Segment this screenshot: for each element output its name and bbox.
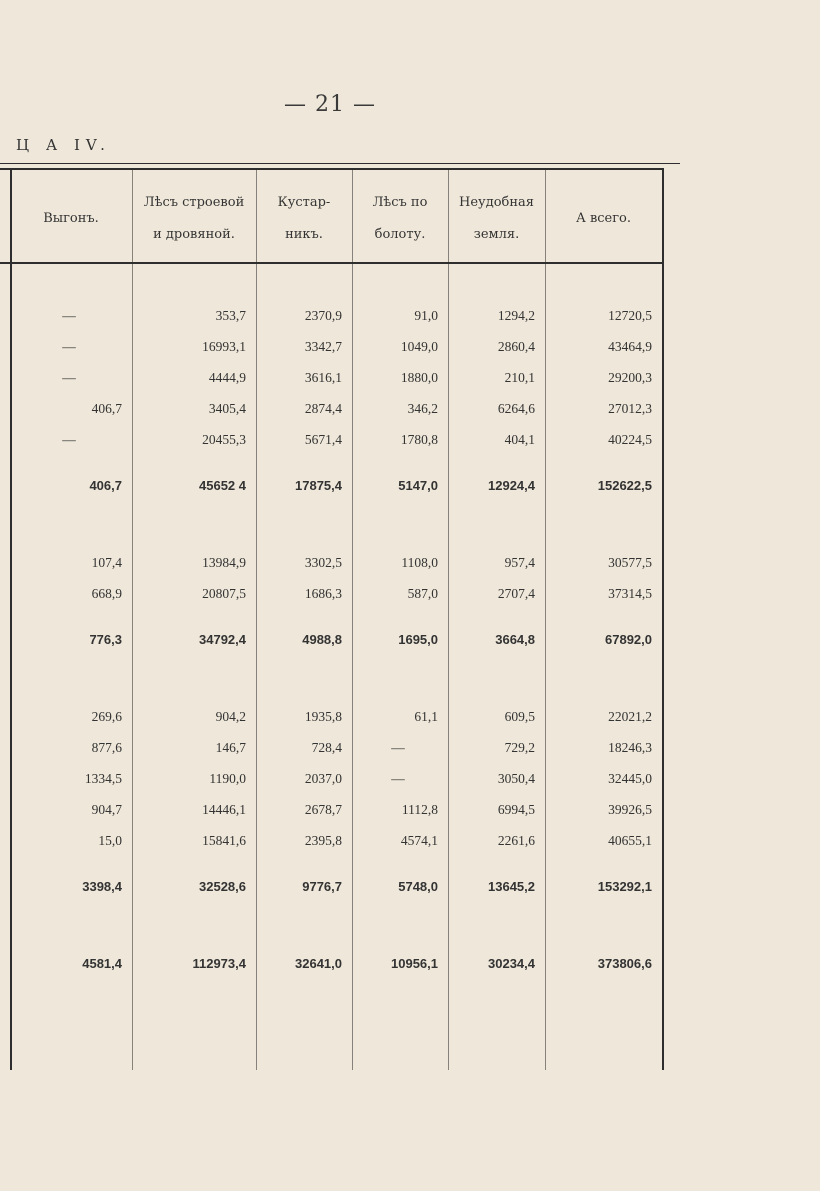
table-cell: 3405,4 bbox=[208, 401, 246, 416]
table-cell: 3342,7 bbox=[304, 339, 342, 354]
table-cell: 3302,5 bbox=[304, 555, 342, 570]
total-cell: 152622,5 bbox=[597, 478, 652, 493]
table-cell: 13984,9 bbox=[202, 555, 246, 570]
table-cell: 877,6 bbox=[91, 740, 122, 755]
table-cell: 18246,3 bbox=[608, 740, 652, 755]
table-cell: 6994,5 bbox=[497, 802, 535, 817]
total-cell: 12924,4 bbox=[488, 478, 535, 493]
table-cell: 587,0 bbox=[407, 586, 438, 601]
total-cell: 373806,6 bbox=[597, 956, 652, 971]
table-cell: 609,5 bbox=[504, 709, 535, 724]
table-cell: 1190,0 bbox=[209, 771, 246, 786]
column-header-line: Кустар- bbox=[277, 195, 331, 210]
table-cell: 40224,5 bbox=[608, 432, 652, 447]
table-cell: — bbox=[391, 771, 405, 786]
table-rule bbox=[0, 163, 680, 164]
table-cell: 30577,5 bbox=[608, 555, 652, 570]
total-cell: 32528,6 bbox=[199, 879, 246, 894]
table-cell: 107,4 bbox=[91, 555, 122, 570]
table-cell: 2678,7 bbox=[304, 802, 342, 817]
total-cell: 5748,0 bbox=[398, 879, 438, 894]
table-cell: 2707,4 bbox=[497, 586, 535, 601]
table-cell: 39926,5 bbox=[608, 802, 652, 817]
table-cell: 6264,6 bbox=[497, 401, 535, 416]
table-cell: — bbox=[62, 308, 76, 323]
table-cell: 15841,6 bbox=[202, 833, 246, 848]
table-cell: 1880,0 bbox=[400, 370, 438, 385]
table-cell: 668,9 bbox=[91, 586, 122, 601]
total-cell: 45652 4 bbox=[199, 478, 246, 493]
total-cell: 112973,4 bbox=[192, 956, 246, 971]
column-header bbox=[352, 176, 448, 262]
table-cell: 43464,9 bbox=[608, 339, 652, 354]
page-number: — 21 — bbox=[284, 92, 376, 117]
table-cell: 29200,3 bbox=[608, 370, 652, 385]
table-cell: 3050,4 bbox=[497, 771, 535, 786]
table-cell: 2037,0 bbox=[304, 771, 342, 786]
table-cell: 1935,8 bbox=[304, 709, 342, 724]
table-cell: 729,2 bbox=[504, 740, 535, 755]
table-cell: 1334,5 bbox=[84, 771, 122, 786]
table-cell: 20455,3 bbox=[202, 432, 246, 447]
column-header-line: Неудобная bbox=[459, 195, 534, 210]
table-cell: 904,7 bbox=[91, 802, 122, 817]
table-cell: 37314,5 bbox=[608, 586, 652, 601]
table-cell: 20807,5 bbox=[202, 586, 246, 601]
table-rule bbox=[0, 168, 662, 170]
table-cell: 404,1 bbox=[504, 432, 535, 447]
table-rule bbox=[256, 168, 257, 1070]
total-cell: 4581,4 bbox=[82, 956, 122, 971]
total-cell: 3398,4 bbox=[82, 879, 122, 894]
table-cell: 40655,1 bbox=[608, 833, 652, 848]
table-cell: 210,1 bbox=[504, 370, 535, 385]
column-header bbox=[545, 176, 662, 262]
table-rule bbox=[545, 168, 546, 1070]
table-cell: 61,1 bbox=[414, 709, 438, 724]
table-rule bbox=[662, 168, 664, 1070]
table-cell: 728,4 bbox=[311, 740, 342, 755]
table-cell: 27012,3 bbox=[608, 401, 652, 416]
table-cell: 1780,8 bbox=[400, 432, 438, 447]
table-cell: 346,2 bbox=[407, 401, 438, 416]
column-header bbox=[10, 176, 132, 262]
total-cell: 13645,2 bbox=[488, 879, 535, 894]
total-cell: 34792,4 bbox=[199, 632, 246, 647]
column-header bbox=[132, 176, 256, 262]
table-cell: 2395,8 bbox=[304, 833, 342, 848]
table-cell: 15,0 bbox=[98, 833, 122, 848]
column-header-line: болоту. bbox=[374, 227, 426, 242]
column-header-line: земля. bbox=[473, 227, 520, 242]
table-cell: 16993,1 bbox=[202, 339, 246, 354]
table-rule bbox=[10, 168, 12, 1070]
table-cell: 2874,4 bbox=[304, 401, 342, 416]
table-cell: 1112,8 bbox=[401, 802, 438, 817]
table-cell: — bbox=[62, 339, 76, 354]
total-cell: 32641,0 bbox=[295, 956, 342, 971]
total-cell: 3664,8 bbox=[495, 632, 535, 647]
column-header-line: Лѣсъ по bbox=[372, 195, 428, 210]
column-header-line: А всего. bbox=[575, 211, 632, 226]
table-cell: 91,0 bbox=[414, 308, 438, 323]
table-rule bbox=[352, 168, 353, 1070]
table-cell: 2261,6 bbox=[497, 833, 535, 848]
column-header-line: Лѣсъ строевой bbox=[143, 195, 245, 210]
table-cell: 32445,0 bbox=[608, 771, 652, 786]
table-cell: 269,6 bbox=[91, 709, 122, 724]
total-cell: 17875,4 bbox=[295, 478, 342, 493]
total-cell: 9776,7 bbox=[302, 879, 342, 894]
table-cell: 1108,0 bbox=[401, 555, 438, 570]
total-cell: 1695,0 bbox=[398, 632, 438, 647]
table-rule bbox=[448, 168, 449, 1070]
table-cell: — bbox=[391, 740, 405, 755]
table-cell: 406,7 bbox=[91, 401, 122, 416]
total-cell: 153292,1 bbox=[597, 879, 652, 894]
table-cell: 4574,1 bbox=[400, 833, 438, 848]
table-cell: 2860,4 bbox=[497, 339, 535, 354]
table-cell: 14446,1 bbox=[202, 802, 246, 817]
column-header-line: Выгонъ. bbox=[43, 211, 99, 226]
total-cell: 406,7 bbox=[89, 478, 122, 493]
table-caption: Ц А IV. bbox=[16, 136, 111, 154]
total-cell: 5147,0 bbox=[398, 478, 438, 493]
table-rule bbox=[0, 262, 662, 264]
total-cell: 67892,0 bbox=[605, 632, 652, 647]
table-cell: 12720,5 bbox=[608, 308, 652, 323]
column-header bbox=[448, 176, 545, 262]
table-cell: 2370,9 bbox=[304, 308, 342, 323]
table-cell: 1049,0 bbox=[400, 339, 438, 354]
table-cell: 5671,4 bbox=[304, 432, 342, 447]
table-rule bbox=[132, 168, 133, 1070]
table-cell: 4444,9 bbox=[208, 370, 246, 385]
column-header-line: и дровяной. bbox=[153, 227, 235, 242]
table-cell: 353,7 bbox=[215, 308, 246, 323]
column-header bbox=[256, 176, 352, 262]
table-cell: 146,7 bbox=[215, 740, 246, 755]
total-cell: 776,3 bbox=[89, 632, 122, 647]
total-cell: 30234,4 bbox=[488, 956, 535, 971]
table-cell: 3616,1 bbox=[304, 370, 342, 385]
table-cell: 22021,2 bbox=[608, 709, 652, 724]
total-cell: 4988,8 bbox=[302, 632, 342, 647]
total-cell: 10956,1 bbox=[391, 956, 438, 971]
column-header-line: никъ. bbox=[285, 227, 323, 242]
table-cell: — bbox=[62, 370, 76, 385]
table-cell: 1294,2 bbox=[497, 308, 535, 323]
table-cell: 904,2 bbox=[215, 709, 246, 724]
table-cell: 1686,3 bbox=[304, 586, 342, 601]
table-cell: — bbox=[62, 432, 76, 447]
table-cell: 957,4 bbox=[504, 555, 535, 570]
